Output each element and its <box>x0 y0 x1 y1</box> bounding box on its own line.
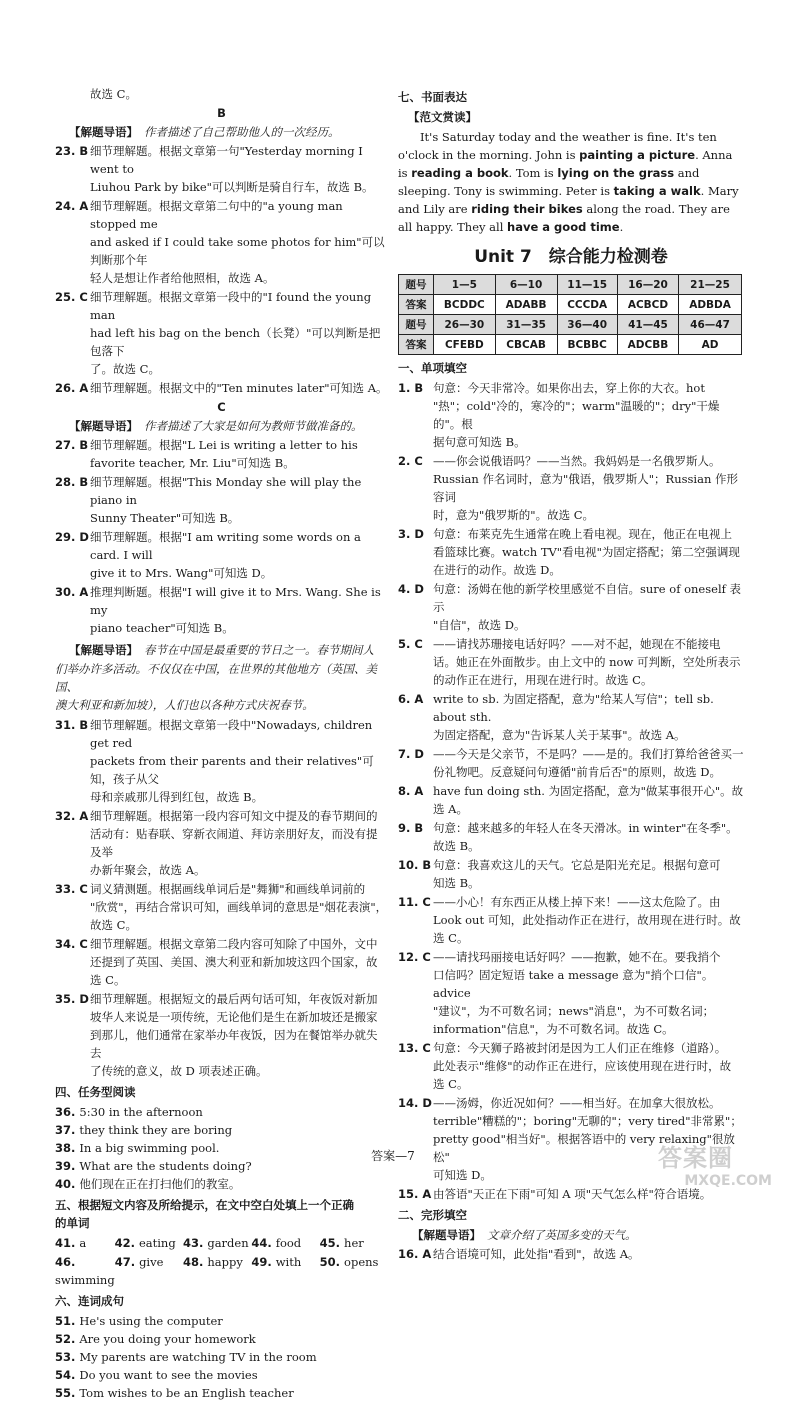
answer-number: 23. B <box>55 144 89 158</box>
model-essay-label <box>398 108 744 126</box>
answer-line: 细节理解题。根据"This Monday she will play the piano in <box>90 475 362 507</box>
answer-line: ——汤姆，你近况如何？——相当好。在加拿大很放松。 <box>433 1096 721 1110</box>
answer-line: terrible"糟糕的"；boring"无聊的"；very tired"非常累"； <box>433 1114 742 1128</box>
answer-number: 13. C <box>398 1041 431 1055</box>
item-text: What are the students doing? <box>79 1159 252 1173</box>
question-range-cell: 16—20 <box>617 275 678 295</box>
item-number: 47. <box>114 1255 136 1269</box>
guide-line-1: 们举办许多活动。不仅仅在中国，在世界的其他地方（英国、美国、 <box>55 662 377 694</box>
answer-line: 细节理解题。根据短文的最后两句话可知，年夜饭对新加 <box>90 992 378 1006</box>
answer-line: 的动作正在进行，用现在进行时。故选 C。 <box>433 673 653 687</box>
answer-line: "自信"，故选 D。 <box>433 618 526 632</box>
item-text: happy <box>207 1255 243 1269</box>
item-text: swimming <box>55 1273 115 1287</box>
item-number: 44. <box>251 1236 272 1250</box>
item-text: My parents are watching TV in the room <box>79 1350 317 1364</box>
question-range-cell: 41—45 <box>617 315 678 335</box>
answer-line: 为固定搭配，意为"告诉某人关于某事"。故选 A。 <box>433 728 686 742</box>
answer-number: 28. B <box>55 475 89 489</box>
answer-line: 了。故选 C。 <box>90 362 160 376</box>
answer-line: 细节理解题。根据文章第一段中的"I found the young man <box>90 290 372 322</box>
guide-line-0: 春节在中国是最重要的节日之一。春节期间人 <box>144 643 374 657</box>
section-6-items <box>55 1312 388 1402</box>
answer-cell: CCCDA <box>557 295 617 315</box>
item-number: 50. <box>319 1255 341 1269</box>
answer-cell: AD <box>679 335 742 355</box>
numbered-item <box>55 1366 388 1384</box>
item-number: 45. <box>319 1236 341 1250</box>
section-2-answers <box>398 1245 744 1263</box>
item-text: 5:30 in the afternoon <box>79 1105 203 1119</box>
answer-line: and asked if I could take some photos for him"可以判断那个年 <box>90 235 385 267</box>
section-2-title: 二、完形填空 <box>398 1208 467 1222</box>
answer-line: ——请找玛丽接电话好吗？——抱歉，她不在。要我捎个 <box>433 950 721 964</box>
word-cell <box>251 1234 319 1252</box>
row-label-answer: 答案 <box>399 335 434 355</box>
answer-line: ——请找苏珊接电话好吗？——对不起，她现在不能接电 <box>433 637 721 651</box>
word-cell <box>115 1253 183 1289</box>
answer-line: write to sb. 为固定搭配，意为"给某人写信"；tell sb. about sth. <box>433 692 714 724</box>
question-range-cell: 6—10 <box>495 275 557 295</box>
answer-number: 27. B <box>55 438 89 452</box>
answer-number: 32. A <box>55 809 89 823</box>
answer-line: 份礼物吧。反意疑问句遵循"前肯后否"的原则，故选 D。 <box>433 765 721 779</box>
answer-line: 细节理解题。根据"I am writing some words on a card. I will <box>90 530 361 562</box>
item-number: 51. <box>55 1314 76 1328</box>
item-number: 36. <box>55 1105 76 1119</box>
guide-label: 【解题导语】 <box>69 643 138 657</box>
word-cell <box>251 1253 319 1289</box>
answer-line: 句意：越来越多的年轻人在冬天滑冰。in winter"在冬季"。 <box>433 821 738 835</box>
guide-text: 作者描述了大家是如何为教师节做准备的。 <box>144 419 363 433</box>
guide-text: 作者描述了自己帮助他人的一次经历。 <box>144 125 340 139</box>
answer-line: 细节理解题。根据第一段内容可知文中提及的春节期间的 <box>90 809 378 823</box>
answer-line: piano teacher"可知选 B。 <box>90 621 234 635</box>
section-c-answers <box>55 436 388 637</box>
answer-item <box>55 583 388 637</box>
answer-line: "热"；cold"冷的，寒冷的"；warm"温暖的"；dry"干燥的"。根 <box>433 399 720 431</box>
answer-number: 14. D <box>398 1096 432 1110</box>
answer-line: ——今天是父亲节，不是吗？——是的。我们打算给爸爸买一 <box>433 747 744 761</box>
guide-label: 【解题导语】 <box>69 419 138 433</box>
answer-line: 母和亲戚那儿得到红包，故选 B。 <box>90 790 264 804</box>
answer-number: 1. B <box>398 381 424 395</box>
item-number: 39. <box>55 1159 76 1173</box>
answer-item <box>55 528 388 582</box>
item-number: 43. <box>182 1236 204 1250</box>
answer-line: 选 A。 <box>433 802 468 816</box>
answer-number: 8. A <box>398 784 424 798</box>
guide-line-2: 澳大利亚和新加坡），人们也以各种方式庆祝春节。 <box>55 698 314 712</box>
watermark-logo <box>658 1143 778 1195</box>
guide-text: 文章介绍了英国多变的天气。 <box>487 1228 637 1242</box>
section-b-heading: B <box>217 106 226 120</box>
answer-line: "欣赏"，再结合常识可知，画线单词的意思是"烟花表演"， <box>90 900 388 914</box>
answer-line: ——你会说俄语吗？——当然。我妈妈是一名俄罗斯人。 <box>433 454 721 468</box>
question-range-cell: 26—30 <box>434 315 496 335</box>
answer-line: favorite teacher, Mr. Liu"可知选 B。 <box>90 456 295 470</box>
answer-number: 12. C <box>398 950 431 964</box>
answer-line: 时，意为"俄罗斯的"。故选 C。 <box>433 508 595 522</box>
section-7-title: 七、书面表达 <box>398 90 467 104</box>
watermark-big: 答案圈 <box>658 1144 733 1172</box>
section-6-title: 六、连词成句 <box>55 1294 124 1308</box>
question-range-cell: 36—40 <box>557 315 617 335</box>
unit-title: Unit 7 综合能力检测卷 <box>474 247 668 267</box>
guide-label: 【解题导语】 <box>69 125 138 139</box>
item-number: 41. <box>55 1236 76 1250</box>
answer-number: 35. D <box>55 992 89 1006</box>
item-text: eating <box>138 1236 176 1250</box>
item-number: 54. <box>55 1368 76 1382</box>
answer-line: 活动有：贴春联、穿新衣闹道、拜访亲朋好友，而没有提及举 <box>90 827 378 859</box>
item-number: 40. <box>55 1177 76 1191</box>
answer-line: 结合语境可知，此处指"看到"，故选 A。 <box>433 1247 640 1261</box>
section-4-title: 四、任务型阅读 <box>55 1085 136 1099</box>
answer-line: Russian 作名词时，意为"俄语，俄罗斯人"；Russian 作形容词 <box>433 472 739 504</box>
answer-item <box>398 452 744 524</box>
answer-line: 坡华人来说是一项传统，无论他们是生在新加坡还是搬家 <box>90 1010 378 1024</box>
answer-line: 细节理解题。根据文中的"Ten minutes later"可知选 A。 <box>90 381 388 395</box>
answer-item <box>55 473 388 527</box>
answer-item <box>398 580 744 634</box>
answer-line: have fun doing sth. 为固定搭配，意为"做某事很开心"。故 <box>433 784 744 798</box>
answer-key-table <box>398 274 742 355</box>
answer-number: 24. A <box>55 199 89 213</box>
section-d-answers <box>55 716 388 1080</box>
answer-line: Liuhou Park by bike"可以判断是骑自行车，故选 B。 <box>90 180 374 194</box>
item-text: In a big swimming pool. <box>79 1141 220 1155</box>
answer-line: 口信吗？固定短语 take a message 意为"捎个口信"。advice <box>433 968 714 1000</box>
answer-item <box>398 819 744 855</box>
answer-line: 可知选 D。 <box>433 1168 492 1182</box>
answer-number: 4. D <box>398 582 424 596</box>
answer-number: 26. A <box>55 381 89 395</box>
section-d-guide <box>55 641 388 659</box>
answer-number: 33. C <box>55 882 88 896</box>
word-cell <box>320 1234 388 1252</box>
question-range-row <box>399 275 742 295</box>
item-number: 37. <box>55 1123 76 1137</box>
item-text: Are you doing your homework <box>79 1332 256 1346</box>
answer-line: had left his bag on the bench（长凳）"可以判断是把包落下 <box>90 326 381 358</box>
item-number: 46. <box>55 1255 76 1269</box>
watermark-small: MXQE.COM <box>684 1173 772 1189</box>
item-text: 他们现在正在打扫他们的教室。 <box>79 1177 241 1191</box>
item-text: Do you want to see the movies <box>79 1368 258 1382</box>
item-number: 42. <box>114 1236 135 1250</box>
numbered-item <box>55 1103 388 1121</box>
answer-item <box>55 990 388 1080</box>
answer-line: 在进行的动作。故选 D。 <box>433 563 561 577</box>
guide-label: 【解题导语】 <box>412 1228 481 1242</box>
answer-cell: BCBBC <box>557 335 617 355</box>
answer-item <box>55 142 388 196</box>
answer-line: give it to Mrs. Wang"可知选 D。 <box>90 566 273 580</box>
answer-cell: CBCAB <box>495 335 557 355</box>
question-range-cell: 1—5 <box>434 275 496 295</box>
section-1-answers <box>398 379 744 1203</box>
answer-line: 据句意可知选 B。 <box>433 435 526 449</box>
answer-line: ——小心！有东西正从楼上掉下来！——这太危险了。由 <box>433 895 721 909</box>
numbered-item <box>55 1330 388 1348</box>
word-row <box>55 1234 388 1252</box>
item-number: 55. <box>55 1386 76 1400</box>
answer-line: 推理判断题。根据"I will give it to Mrs. Wang. She is my <box>90 585 381 617</box>
answer-line: 轻人是想让作者给他照相，故选 A。 <box>90 271 275 285</box>
answer-item <box>398 782 744 818</box>
answer-row <box>399 335 742 355</box>
answer-line: 细节理解题。根据"L Lei is writing a letter to his <box>90 438 358 452</box>
answer-number: 25. C <box>55 290 88 304</box>
answer-number: 11. C <box>398 895 431 909</box>
answer-row <box>399 295 742 315</box>
row-label-question: 题号 <box>399 275 434 295</box>
right-column <box>398 85 744 1264</box>
numbered-item <box>55 1384 388 1402</box>
question-range-row <box>399 315 742 335</box>
answer-cell: ACBCD <box>617 295 678 315</box>
item-text: garden <box>207 1236 249 1250</box>
answer-line: 句意：布莱克先生通常在晚上看电视。现在，他正在电视上 <box>433 527 732 541</box>
answer-line: Look out 可知，此处指动作正在进行，故用现在进行时。故 <box>433 913 741 927</box>
answer-number: 5. C <box>398 637 423 651</box>
answer-line: 了传统的意义，故 D 项表述正确。 <box>90 1064 268 1078</box>
word-cell <box>55 1253 115 1289</box>
answer-line: 句意：汤姆在他的新学校里感觉不自信。sure of oneself 表示 <box>433 582 742 614</box>
section-5-title-line-1: 的单词 <box>55 1216 90 1230</box>
answer-item <box>398 893 744 947</box>
answer-line: 细节理解题。根据文章第一段中"Nowadays, children get red <box>90 718 373 750</box>
answer-line: 句意：今天狮子路被封闭是因为工人们正在维修（道路）。 <box>433 1041 727 1055</box>
answer-line: packets from their parents and their relatives"可知，孩子从父 <box>90 754 374 786</box>
numbered-item <box>55 1312 388 1330</box>
item-text: give <box>139 1255 164 1269</box>
section-5-rows <box>55 1234 388 1289</box>
answer-number: 3. D <box>398 527 424 541</box>
answer-number: 30. A <box>55 585 89 599</box>
answer-item <box>55 807 388 879</box>
answer-number: 31. B <box>55 718 89 732</box>
numbered-item <box>55 1121 388 1139</box>
answer-number: 2. C <box>398 454 423 468</box>
item-number: 48. <box>183 1255 204 1269</box>
item-text: with <box>275 1255 302 1269</box>
page-footer: 答案—7 <box>371 1149 415 1163</box>
answer-item <box>55 197 388 287</box>
answer-cell: ADBDA <box>679 295 742 315</box>
numbered-item <box>55 1348 388 1366</box>
question-range-cell: 21—25 <box>679 275 742 295</box>
answer-number: 15. A <box>398 1187 432 1201</box>
answer-item <box>55 880 388 934</box>
item-text: food <box>275 1236 302 1250</box>
answer-line: 故选 B。 <box>433 839 480 853</box>
answer-line: 句意：今天非常冷。如果你出去，穿上你的大衣。hot <box>433 381 705 395</box>
answer-line: 细节理解题。根据文章第二句中的"a young man stopped me <box>90 199 343 231</box>
answer-line: 词义猜测题。根据画线单词后是"舞狮"和画线单词前的 <box>90 882 366 896</box>
word-row <box>55 1253 388 1289</box>
answer-number: 6. A <box>398 692 424 706</box>
word-cell <box>183 1253 251 1289</box>
answer-line: 细节理解题。根据文章第二段内容可知除了中国外，文中 <box>90 937 378 951</box>
answer-number: 9. B <box>398 821 424 835</box>
question-range-cell: 31—35 <box>495 315 557 335</box>
answer-line: 细节理解题。根据文章第一句"Yesterday morning I went to <box>90 144 363 176</box>
essay-label: 【范文赏读】 <box>408 110 477 124</box>
answer-line: "建议"，为不可数名词；news"消息"，为不可数名词； <box>433 1004 715 1018</box>
row-label-question: 题号 <box>399 315 434 335</box>
answer-line: 选 C。 <box>433 1077 469 1091</box>
word-cell <box>115 1234 183 1252</box>
row-label-answer: 答案 <box>399 295 434 315</box>
item-text: He's using the computer <box>79 1314 223 1328</box>
answer-number: 7. D <box>398 747 424 761</box>
answer-cell: ADABB <box>495 295 557 315</box>
item-number: 53. <box>55 1350 76 1364</box>
answer-line: 选 C。 <box>433 931 469 945</box>
answer-line: 还提到了英国、美国、澳大利亚和新加坡这四个国家，故 <box>90 955 378 969</box>
answer-item <box>398 1245 744 1263</box>
section-b-guide <box>55 123 388 141</box>
item-number: 38. <box>55 1141 76 1155</box>
answer-cell: CFEBD <box>434 335 496 355</box>
item-text: Tom wishes to be an English teacher <box>79 1386 294 1400</box>
answer-line: pretty good"相当好"。根据答语中的 very relaxing"很放松" <box>433 1132 735 1164</box>
answer-number: 34. C <box>55 937 88 951</box>
item-text: they think they are boring <box>79 1123 233 1137</box>
answer-number: 29. D <box>55 530 89 544</box>
word-cell <box>55 1234 115 1252</box>
left-column <box>55 85 388 1402</box>
answer-line: 句意：我喜欢这儿的天气。它总是阳光充足。根据句意可 <box>433 858 721 872</box>
answer-item <box>398 690 744 744</box>
answer-item <box>398 1039 744 1093</box>
answer-line: 看篮球比赛。watch TV"看电视"为固定搭配；第二空强调现 <box>433 545 740 559</box>
question-range-cell: 11—15 <box>557 275 617 295</box>
section-5-title-line-0: 五、根据短文内容及所给提示，在文中空白处填上一个正确 <box>55 1198 354 1212</box>
answer-item <box>398 745 744 781</box>
item-text: opens <box>344 1255 379 1269</box>
answer-line: 办新年聚会，故选 A。 <box>90 863 206 877</box>
answer-item <box>398 856 744 892</box>
answer-line: 此处表示"维修"的动作正在进行，应该使用现在进行时，故 <box>433 1059 732 1073</box>
answer-cell: ADCBB <box>617 335 678 355</box>
item-number: 52. <box>55 1332 76 1346</box>
word-cell <box>320 1253 388 1289</box>
section-2-guide <box>398 1226 744 1244</box>
word-cell <box>183 1234 251 1252</box>
answer-item <box>398 525 744 579</box>
answer-line: 知选 B。 <box>433 876 480 890</box>
model-essay-text: It's Saturday today and the weather is fine. It's ten o'clock in the morning. John is painting a picture. Anna is reading a book. Tom is lying on the grass and sleeping. Tony is swimming. Peter is taking a walk. Mary and Lily are riding their bikes along the road. They are all happy. They all have a good time. <box>398 130 739 234</box>
section-c-guide <box>55 417 388 435</box>
section-1-title: 一、单项填空 <box>398 361 467 375</box>
answer-item <box>398 948 744 1038</box>
numbered-item <box>55 1175 388 1193</box>
answer-line: Sunny Theater"可知选 B。 <box>90 511 240 525</box>
item-text: her <box>344 1236 364 1250</box>
answer-line: 故选 C。 <box>90 918 137 932</box>
answer-item <box>55 288 388 378</box>
section-c-heading: C <box>217 400 226 414</box>
answer-item <box>55 935 388 989</box>
question-range-cell: 46—47 <box>679 315 742 335</box>
answer-line: information"信息"，为不可数名词。故选 C。 <box>433 1022 674 1036</box>
answer-number: 16. A <box>398 1247 432 1261</box>
answer-number: 10. B <box>398 858 432 872</box>
answer-line: 由答语"天正在下雨"可知 A 项"天气怎么样"符合语境。 <box>433 1187 712 1201</box>
section-b-answers <box>55 142 388 397</box>
answer-item <box>55 436 388 472</box>
answer-line: 到那儿，他们通常在家举办年夜饭，因为在餐馆举办就失去 <box>90 1028 378 1060</box>
item-text: a <box>79 1236 87 1250</box>
answer-item <box>55 379 388 397</box>
answer-cell: BCDDC <box>434 295 496 315</box>
answer-line: 选 C。 <box>90 973 126 987</box>
answer-item <box>55 716 388 806</box>
answer-item <box>398 635 744 689</box>
continued-line: 故选 C。 <box>90 87 137 101</box>
item-number: 49. <box>251 1255 272 1269</box>
answer-item <box>398 379 744 451</box>
answer-line: 话。她正在外面散步。由上文中的 now 可判断，空处所表示 <box>433 655 741 669</box>
